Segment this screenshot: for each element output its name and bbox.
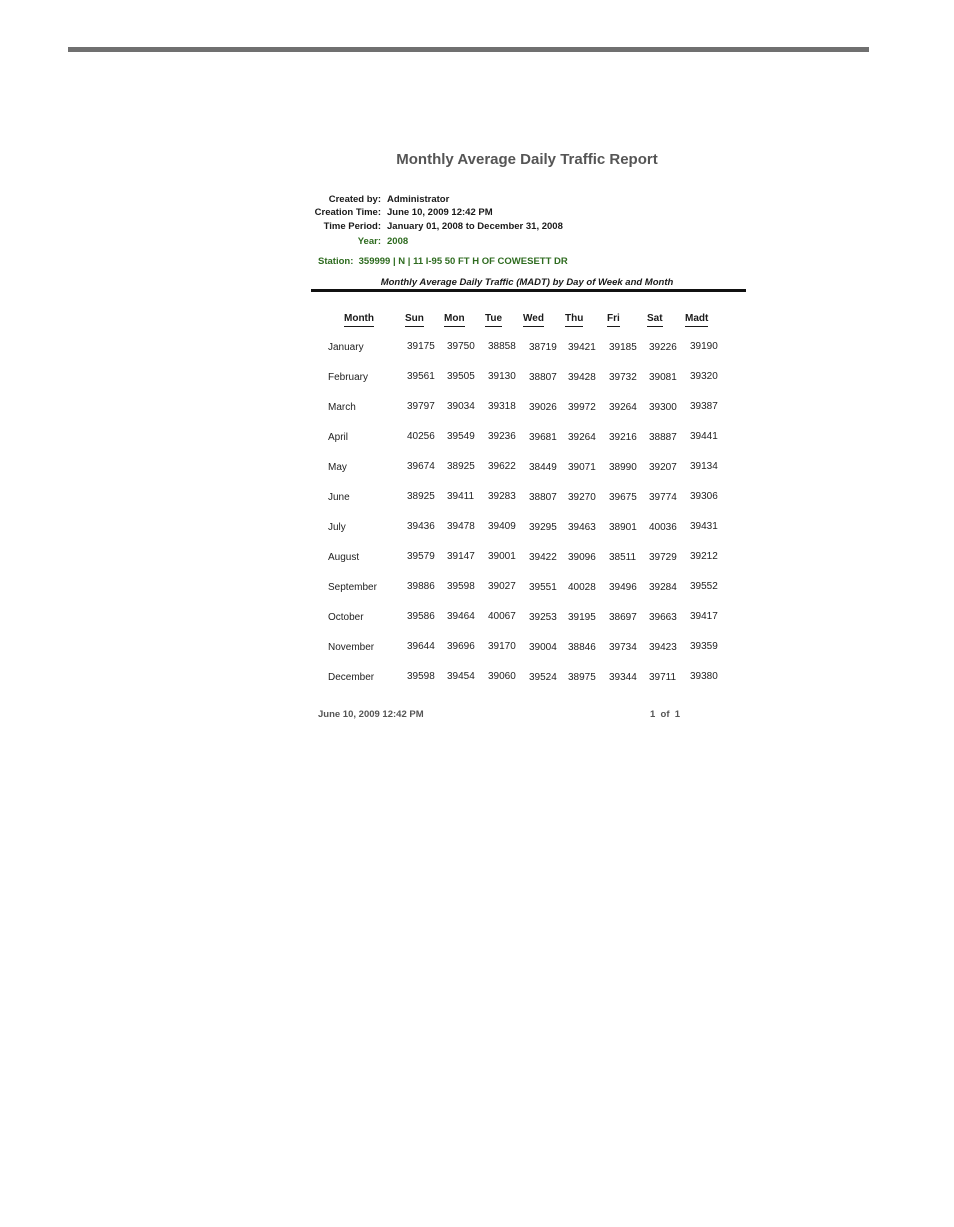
creation-time-value: June 10, 2009 12:42 PM <box>387 207 493 218</box>
table-cell-sat: 39423 <box>649 642 677 653</box>
table-cell-madt: 39190 <box>690 341 718 352</box>
table-cell-fri: 39185 <box>609 342 637 353</box>
table-cell-sun: 38925 <box>407 491 435 502</box>
created-by-row <box>311 194 449 205</box>
creation-time-label: Creation Time: <box>314 207 381 218</box>
table-cell-madt: 39441 <box>690 431 718 442</box>
table-cell-mon: 39505 <box>447 371 475 382</box>
table-cell-mon: 39454 <box>447 671 475 682</box>
table-cell-wed: 39026 <box>529 402 557 413</box>
table-cell-fri: 39732 <box>609 372 637 383</box>
year-label: Year: <box>357 236 381 247</box>
table-cell-tue: 38858 <box>488 341 516 352</box>
table-cell-tue: 40067 <box>488 611 516 622</box>
table-cell-sun: 39436 <box>407 521 435 532</box>
table-cell-sat: 39284 <box>649 582 677 593</box>
table-title: Monthly Average Daily Traffic (MADT) by Day of Week and Month <box>380 277 674 288</box>
table-cell-wed: 39253 <box>529 612 557 623</box>
column-header-mon: Mon <box>444 313 465 327</box>
table-cell-wed: 38807 <box>529 372 557 383</box>
table-cell-tue: 39001 <box>488 551 516 562</box>
row-month-label: July <box>328 522 346 533</box>
table-title-rule <box>311 289 746 292</box>
table-cell-wed: 39004 <box>529 642 557 653</box>
table-cell-wed: 39681 <box>529 432 557 443</box>
table-cell-mon: 39750 <box>447 341 475 352</box>
table-cell-sat: 39663 <box>649 612 677 623</box>
row-month-label: November <box>328 642 375 653</box>
row-month-label: May <box>328 462 347 473</box>
table-cell-tue: 39170 <box>488 641 516 652</box>
table-cell-thu: 39270 <box>568 492 596 503</box>
table-cell-sat: 39207 <box>649 462 677 473</box>
row-month-label: September <box>328 582 377 593</box>
table-cell-fri: 39216 <box>609 432 637 443</box>
table-cell-fri: 39496 <box>609 582 637 593</box>
table-cell-fri: 39344 <box>609 672 637 683</box>
table-cell-sun: 39598 <box>407 671 435 682</box>
year-row <box>311 236 408 247</box>
column-header-madt: Madt <box>685 313 708 327</box>
table-cell-madt: 39212 <box>690 551 718 562</box>
table-cell-wed: 39524 <box>529 672 557 683</box>
table-cell-fri: 38990 <box>609 462 637 473</box>
page-number: 1 of 1 <box>650 709 681 720</box>
table-cell-madt: 39306 <box>690 491 718 502</box>
column-header-month: Month <box>344 313 374 327</box>
column-header-fri: Fri <box>607 313 620 327</box>
table-cell-fri: 39264 <box>609 402 637 413</box>
table-cell-wed: 38807 <box>529 492 557 503</box>
column-header-wed: Wed <box>523 313 544 327</box>
station-label: Station: <box>318 256 354 267</box>
table-cell-sun: 39579 <box>407 551 435 562</box>
table-cell-sun: 39586 <box>407 611 435 622</box>
table-cell-fri: 38511 <box>609 552 637 563</box>
row-month-label: January <box>328 342 364 353</box>
table-cell-mon: 39411 <box>447 491 475 502</box>
table-cell-madt: 39134 <box>690 461 718 472</box>
report-title: Monthly Average Daily Traffic Report <box>396 151 658 168</box>
column-header-sat: Sat <box>647 313 663 327</box>
table-cell-sun: 39175 <box>407 341 435 352</box>
table-cell-sun: 39561 <box>407 371 435 382</box>
table-cell-tue: 39409 <box>488 521 516 532</box>
table-cell-wed: 38449 <box>529 462 557 473</box>
table-cell-mon: 39034 <box>447 401 475 412</box>
table-cell-thu: 39428 <box>568 372 596 383</box>
table-cell-thu: 39421 <box>568 342 596 353</box>
table-cell-tue: 39130 <box>488 371 516 382</box>
table-cell-thu: 39096 <box>568 552 596 563</box>
table-cell-sun: 39797 <box>407 401 435 412</box>
time-period-row <box>311 221 563 232</box>
table-cell-mon: 39598 <box>447 581 475 592</box>
row-month-label: August <box>328 552 360 563</box>
row-month-label: February <box>328 372 369 383</box>
table-cell-fri: 39675 <box>609 492 637 503</box>
table-cell-thu: 39195 <box>568 612 596 623</box>
header-rule <box>68 47 869 52</box>
footer-timestamp: June 10, 2009 12:42 PM <box>318 709 424 720</box>
table-cell-thu: 40028 <box>568 582 596 593</box>
column-header-thu: Thu <box>565 313 583 327</box>
table-cell-sat: 39711 <box>649 672 677 683</box>
year-value: 2008 <box>387 236 409 247</box>
table-cell-tue: 39283 <box>488 491 516 502</box>
table-cell-sat: 39774 <box>649 492 677 503</box>
table-cell-thu: 38846 <box>568 642 596 653</box>
table-cell-madt: 39552 <box>690 581 718 592</box>
column-header-tue: Tue <box>485 313 502 327</box>
table-cell-fri: 38901 <box>609 522 637 533</box>
table-cell-sat: 39300 <box>649 402 677 413</box>
table-cell-tue: 39236 <box>488 431 516 442</box>
table-cell-tue: 39622 <box>488 461 516 472</box>
table-cell-sat: 39729 <box>649 552 677 563</box>
table-cell-madt: 39320 <box>690 371 718 382</box>
table-cell-mon: 39549 <box>447 431 475 442</box>
table-cell-thu: 39463 <box>568 522 596 533</box>
table-cell-mon: 39478 <box>447 521 475 532</box>
table-cell-sun: 39644 <box>407 641 435 652</box>
table-cell-mon: 38925 <box>447 461 475 472</box>
table-cell-wed: 39295 <box>529 522 557 533</box>
table-cell-tue: 39027 <box>488 581 516 592</box>
table-cell-sun: 39886 <box>407 581 435 592</box>
station-value: 359999 | N | 11 I-95 50 FT H OF COWESETT DR <box>358 256 568 267</box>
row-month-label: October <box>328 612 364 623</box>
time-period-label: Time Period: <box>323 221 381 232</box>
table-cell-madt: 39359 <box>690 641 718 652</box>
creation-time-row <box>311 207 493 218</box>
station-row <box>318 256 568 267</box>
table-cell-mon: 39696 <box>447 641 475 652</box>
table-cell-fri: 39734 <box>609 642 637 653</box>
row-month-label: June <box>328 492 350 503</box>
table-cell-sun: 39674 <box>407 461 435 472</box>
table-cell-sat: 40036 <box>649 522 677 533</box>
table-cell-sat: 39226 <box>649 342 677 353</box>
created-by-label: Created by: <box>328 194 381 205</box>
row-month-label: December <box>328 672 375 683</box>
table-cell-wed: 39422 <box>529 552 557 563</box>
row-month-label: April <box>328 432 349 443</box>
table-cell-madt: 39431 <box>690 521 718 532</box>
column-header-sun: Sun <box>405 313 424 327</box>
table-cell-madt: 39380 <box>690 671 718 682</box>
table-cell-thu: 39071 <box>568 462 596 473</box>
table-cell-madt: 39387 <box>690 401 718 412</box>
table-cell-tue: 39318 <box>488 401 516 412</box>
table-cell-fri: 38697 <box>609 612 637 623</box>
table-cell-sat: 38887 <box>649 432 677 443</box>
table-cell-sat: 39081 <box>649 372 677 383</box>
table-cell-sun: 40256 <box>407 431 435 442</box>
table-cell-thu: 39264 <box>568 432 596 443</box>
table-cell-tue: 39060 <box>488 671 516 682</box>
time-period-value: January 01, 2008 to December 31, 2008 <box>387 221 563 232</box>
table-cell-thu: 39972 <box>568 402 596 413</box>
table-cell-mon: 39147 <box>447 551 475 562</box>
table-cell-wed: 38719 <box>529 342 557 353</box>
table-cell-wed: 39551 <box>529 582 557 593</box>
table-cell-thu: 38975 <box>568 672 596 683</box>
created-by-value: Administrator <box>387 194 450 205</box>
table-cell-mon: 39464 <box>447 611 475 622</box>
table-cell-madt: 39417 <box>690 611 718 622</box>
row-month-label: March <box>328 402 356 413</box>
